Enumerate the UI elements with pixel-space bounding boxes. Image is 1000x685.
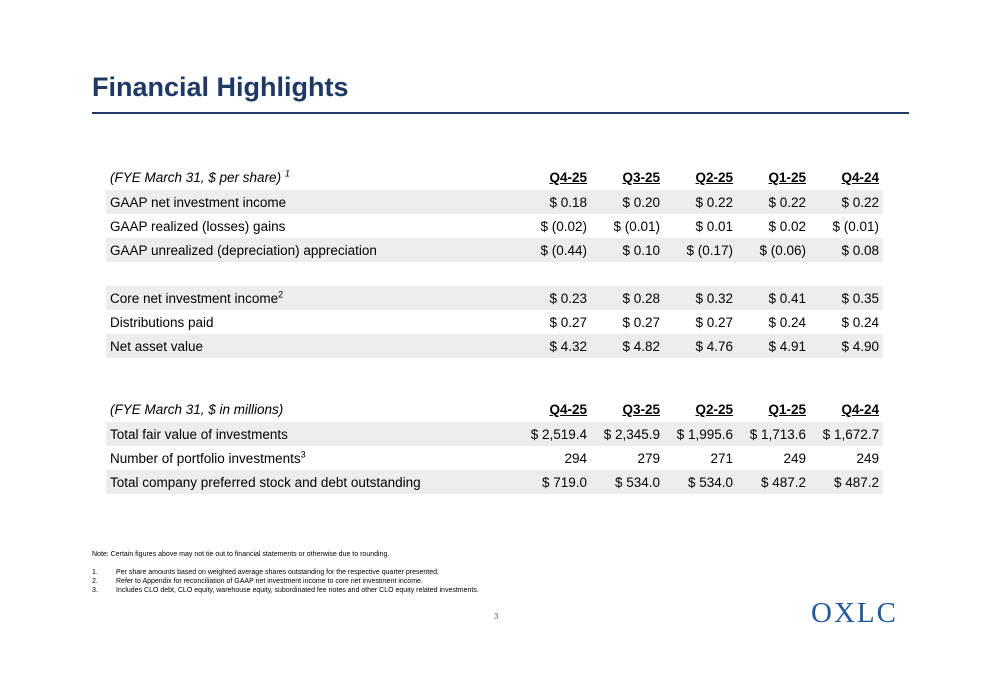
cell-value: $ (0.01) bbox=[613, 218, 660, 234]
cell-value: $ 0.02 bbox=[768, 218, 806, 234]
cell-value: $ 0.27 bbox=[622, 314, 660, 330]
row-label: Net asset value bbox=[106, 334, 514, 358]
cell-value: $ 0.20 bbox=[587, 190, 660, 214]
table-row bbox=[106, 238, 883, 262]
cell-value: $ 719.0 bbox=[514, 470, 587, 494]
cell-value: $ 4.90 bbox=[806, 334, 883, 358]
cell-value: $ 0.22 bbox=[660, 190, 733, 214]
cell-value: $ 0.28 bbox=[587, 286, 660, 310]
table-header-label: (FYE March 31, $ in millions) bbox=[110, 401, 284, 417]
row-label: GAAP net investment income bbox=[106, 190, 514, 214]
cell-value: $ 4.91 bbox=[733, 334, 806, 358]
footnote-text: Includes CLO debt, CLO equity, warehouse equity, subordinated fee notes and other CLO equity related investments. bbox=[116, 587, 479, 594]
col-header: Q3-25 bbox=[622, 169, 660, 185]
cell-value: $ 487.2 bbox=[806, 470, 883, 494]
footnote bbox=[92, 577, 479, 586]
table-header-row bbox=[106, 396, 883, 422]
per-share-table bbox=[106, 164, 883, 358]
title-divider bbox=[92, 112, 909, 114]
table-spacer-row bbox=[106, 262, 883, 286]
table-row bbox=[106, 446, 883, 470]
cell-value: $ 534.0 bbox=[587, 470, 660, 494]
cell-value: $ 487.2 bbox=[733, 470, 806, 494]
cell-value: $ 0.35 bbox=[806, 286, 883, 310]
footnote-number: 1. bbox=[92, 569, 98, 576]
cell-value: $ 0.27 bbox=[549, 314, 587, 330]
footnote-number: 3. bbox=[92, 587, 98, 594]
table-row bbox=[106, 470, 883, 494]
col-header: Q4-25 bbox=[549, 169, 587, 185]
col-header: Q1-25 bbox=[768, 169, 806, 185]
cell-value: $ 1,713.6 bbox=[733, 422, 806, 446]
col-header: Q2-25 bbox=[695, 401, 733, 417]
page-number: 3 bbox=[494, 612, 499, 621]
cell-value: $ 0.32 bbox=[660, 286, 733, 310]
cell-value: 279 bbox=[637, 450, 660, 466]
cell-value: $ 0.10 bbox=[587, 238, 660, 262]
table-row bbox=[106, 190, 883, 214]
cell-value: 294 bbox=[564, 450, 587, 466]
cell-value: $ 1,995.6 bbox=[660, 422, 733, 446]
cell-value: $ 4.76 bbox=[660, 334, 733, 358]
table-row bbox=[106, 214, 883, 238]
row-label: GAAP realized (losses) gains bbox=[110, 218, 286, 234]
cell-value: $ (0.44) bbox=[514, 238, 587, 262]
footnote-ref: 1 bbox=[284, 168, 290, 178]
footnote-text: Refer to Appendix for reconciliation of GAAP net investment income to core net investment income. bbox=[116, 578, 423, 585]
cell-value: $ (0.17) bbox=[660, 238, 733, 262]
col-header: Q4-24 bbox=[841, 169, 879, 185]
footnote-ref: 3 bbox=[300, 449, 306, 459]
footnote bbox=[92, 586, 479, 595]
col-header: Q4-24 bbox=[841, 401, 879, 417]
table-row bbox=[106, 422, 883, 446]
row-label: Total company preferred stock and debt outstanding bbox=[106, 470, 514, 494]
cell-value: $ 2,519.4 bbox=[514, 422, 587, 446]
table-row bbox=[106, 286, 883, 310]
col-header: Q1-25 bbox=[768, 401, 806, 417]
cell-value: $ 0.01 bbox=[695, 218, 733, 234]
table-header-label: (FYE March 31, $ per share) $^1$ bbox=[110, 168, 290, 185]
footnote-text: Per share amounts based on weighted average shares outstanding for the respective quarter presented. bbox=[116, 569, 439, 576]
cell-value: $ 0.08 bbox=[806, 238, 883, 262]
row-label: Distributions paid bbox=[110, 314, 214, 330]
millions-table bbox=[106, 396, 883, 494]
cell-value: $ 534.0 bbox=[660, 470, 733, 494]
cell-value: $ (0.06) bbox=[733, 238, 806, 262]
cell-value: 249 bbox=[783, 450, 806, 466]
col-header: Q3-25 bbox=[622, 401, 660, 417]
cell-value: $ (0.02) bbox=[540, 218, 587, 234]
footnote bbox=[92, 568, 479, 577]
company-logo: OXLC bbox=[811, 597, 898, 629]
rounding-note: Note: Certain figures above may not tie out to financial statements or otherwise due to rounding. bbox=[92, 551, 390, 558]
footnote-ref: 2 bbox=[278, 289, 284, 299]
row-label: GAAP unrealized (depreciation) appreciation bbox=[106, 238, 514, 262]
cell-value: $ 0.27 bbox=[695, 314, 733, 330]
cell-value: 249 bbox=[856, 450, 879, 466]
col-header: Q2-25 bbox=[695, 169, 733, 185]
cell-value: $ 0.23 bbox=[514, 286, 587, 310]
cell-value: $ 4.32 bbox=[514, 334, 587, 358]
cell-value: $ 4.82 bbox=[587, 334, 660, 358]
col-header: Q4-25 bbox=[549, 401, 587, 417]
cell-value: $ 0.22 bbox=[733, 190, 806, 214]
cell-value: 271 bbox=[710, 450, 733, 466]
row-label: Number of portfolio investments$^3$ bbox=[110, 449, 306, 466]
row-label: Core net investment income$^2$ bbox=[106, 286, 514, 310]
cell-value: $ 0.24 bbox=[841, 314, 879, 330]
cell-value: $ (0.01) bbox=[832, 218, 879, 234]
cell-value: $ 0.41 bbox=[733, 286, 806, 310]
row-label: Total fair value of investments bbox=[106, 422, 514, 446]
table-row bbox=[106, 310, 883, 334]
footnotes bbox=[92, 550, 479, 595]
table-row bbox=[106, 334, 883, 358]
cell-value: $ 0.22 bbox=[806, 190, 883, 214]
table-header-row bbox=[106, 164, 883, 190]
footnote-number: 2. bbox=[92, 578, 98, 585]
cell-value: $ 1,672.7 bbox=[806, 422, 883, 446]
cell-value: $ 0.24 bbox=[768, 314, 806, 330]
cell-value: $ 0.18 bbox=[514, 190, 587, 214]
page-title: Financial Highlights bbox=[92, 72, 349, 102]
cell-value: $ 2,345.9 bbox=[587, 422, 660, 446]
